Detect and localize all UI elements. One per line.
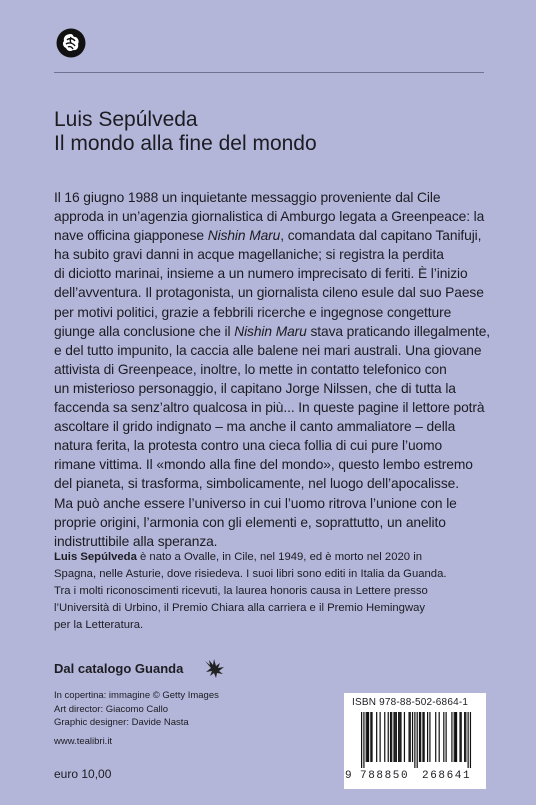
blurb-line: per motivi politici, grazie a febbrili ricerche e ingegnose congetture [54,304,452,320]
blurb-text: giunge alla conclusione che il [54,323,235,339]
barcode-bar [384,712,385,762]
blurb-line: ha subito gravi danni in acque magellaniche; si registra la perdita [54,247,444,263]
barcode-bar [380,712,381,762]
barcode-bar [419,712,420,762]
barcode-right-group: 268641 [422,770,472,782]
header-divider [54,72,484,73]
barcode-bar [439,712,440,762]
barcode-bar [400,712,401,762]
blurb-line: indistruttibile alla speranza. [54,533,218,549]
barcode-bar [427,712,428,762]
blurb-line [54,322,496,341]
barcode-bar [451,712,452,762]
barcode-bar [399,712,400,762]
barcode-bar [368,712,369,762]
barcode-guard-bar [468,712,469,768]
barcode-bar [410,712,411,762]
barcode-bar [404,712,405,762]
blurb-line: natura ferita, la protesta contro una cieca follia di cui pure l’uomo [54,438,443,454]
publisher-website: www.tealibri.it [54,736,113,747]
barcode-bar [366,712,367,762]
author-bio [54,549,494,634]
barcode-bar [461,712,462,762]
back-cover-blurb [54,188,496,551]
bio-line: per la Letteratura. [54,619,144,631]
guanda-griffin-icon [203,657,227,679]
blurb-line [54,226,496,245]
blurb-line: Ma può anche essere l’universo in cui l’uomo ritrova l’unione con le [54,495,457,511]
barcode-bar [376,712,377,762]
blurb-line: del pianeta, si trasforma, simbolicamente, nel luogo dell’apocalisse. [54,476,459,492]
barcode-bar [454,712,455,762]
barcode-bar [408,712,409,762]
ship-name: Nishin Maru [207,228,281,244]
credit-line: Graphic designer: Davide Nasta [54,717,189,728]
isbn-label: ISBN 978-88-502-6864-1 [352,697,469,708]
barcode-bar [391,712,392,762]
bio-author-name: Luis Sepúlveda [54,551,137,563]
barcode-guard-bar [470,712,471,768]
barcode-bar [371,712,372,762]
barcode-bar [465,712,466,762]
blurb-line: rimane vittima. Il «mondo alla fine del mondo», questo lembo estremo [54,457,473,473]
barcode-bar [429,712,430,762]
credit-line: In copertina: immagine © Getty Images [54,690,219,701]
blurb-line: ascoltare il grido indignato – ma anche il canto ammaliatore – della [54,419,456,435]
barcode-bar [412,712,413,762]
barcode-bar [464,712,465,762]
credit-line: Art director: Giacomo Callo [54,703,169,715]
barcode-bar [446,712,447,762]
isbn-barcode [344,693,486,789]
cover-credits [54,689,219,730]
blurb-line: attivista di Greenpeace, inoltre, lo mette in contatto telefonico con [54,361,447,377]
book-title: Il mondo alla fine del mondo [54,132,317,155]
barcode-bar [455,712,456,762]
blurb-line: faccenda sa senz’altro qualcosa in più... In queste pagine il lettore potrà [54,400,485,416]
author-name: Luis Sepúlveda [54,108,198,131]
barcode-bar [370,712,371,762]
publisher-rose-logo-icon [56,28,86,58]
blurb-text: stava praticando illegalmente, [306,323,491,339]
barcode-bar [393,712,394,762]
blurb-line: e del tutto impunito, la caccia alle balene nei mari australi. Una giovane [54,342,482,358]
bio-line: è nato a Ovalle, in Cile, nel 1949, ed è morto nel 2020 in [136,551,422,563]
bio-line: Tra i molti riconoscimenti ricevuti, la laurea honoris causa in Lettere presso [54,585,428,597]
barcode-bar [420,712,421,762]
blurb-text: , comandata dal capitano Tanifuji, [280,228,482,244]
catalog-heading: Dal catalogo Guanda [54,661,184,676]
barcode-bar [456,712,457,762]
barcode-first-digit: 9 [345,770,352,782]
barcode-guard-bar [417,712,418,768]
blurb-line: dell’avventura. Il protagonista, un giornalista cileno esule dal suo Paese [54,285,484,301]
blurb-text: nave officina giapponese [54,228,208,244]
price-label: euro 10,00 [54,767,112,781]
barcode-bar [388,712,389,762]
barcode-bar [443,712,444,762]
barcode-bar [390,712,391,762]
barcode-bar [459,712,460,762]
barcode-left-group: 788850 [360,770,410,782]
blurb-line: un misterioso personaggio, il capitano Jorge Nilssen, che di tutta la [54,380,456,396]
barcode-bar [367,712,368,762]
barcode-guard-bar [414,712,415,768]
barcode-bar [424,712,425,762]
barcode-bar [435,712,436,762]
bio-line: Spagna, nelle Asturie, dove risiedeva. I suoi libri sono editi in Italia da Guanda. [54,568,447,580]
barcode-bar [396,712,397,762]
barcode-bar [422,712,423,762]
barcode-bars [350,712,482,768]
barcode-guard-bar [361,712,362,768]
blurb-line: proprie origini, l’armonia con gli elementi e, soprattutto, un anelito [54,514,446,530]
barcode-guard-bar [363,712,364,768]
blurb-line: Il 16 giugno 1988 un inquietante messaggio proveniente dal Cile [54,190,441,205]
blurb-line: di diciotto marinai, insieme a un numero imprecisato di feriti. È l’inizio [54,266,468,282]
barcode-bar [398,712,399,762]
bio-line: l’Università di Urbino, il Premio Chiara alla carriera e il Premio Hemingway [54,602,426,614]
blurb-line: approda in un’agenzia giornalistica di Amburgo legata a Greenpeace: la [54,209,485,225]
barcode-bar [395,712,396,762]
ship-name: Nishin Maru [234,323,307,339]
